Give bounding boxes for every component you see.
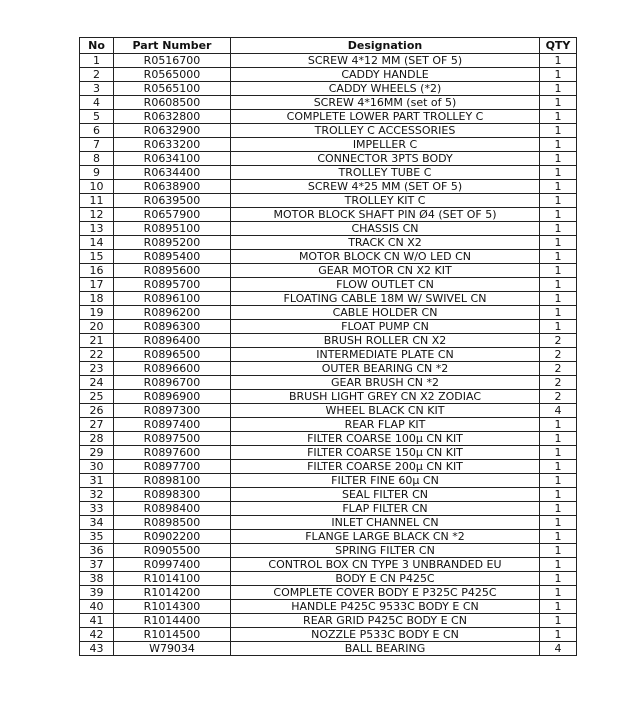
cell-no: 38 <box>80 572 114 586</box>
cell-no: 21 <box>80 334 114 348</box>
cell-part-number: R0895600 <box>114 264 231 278</box>
cell-part-number: R0565000 <box>114 68 231 82</box>
cell-part-number: R0639500 <box>114 194 231 208</box>
cell-part-number: R0896300 <box>114 320 231 334</box>
cell-part-number: R0897300 <box>114 404 231 418</box>
cell-no: 18 <box>80 292 114 306</box>
cell-part-number: R0905500 <box>114 544 231 558</box>
cell-no: 29 <box>80 446 114 460</box>
cell-part-number: R1014200 <box>114 586 231 600</box>
cell-part-number: R0896400 <box>114 334 231 348</box>
cell-qty: 1 <box>540 54 577 68</box>
cell-designation: BODY E CN P425C <box>231 572 540 586</box>
cell-designation: TRACK CN X2 <box>231 236 540 250</box>
cell-no: 40 <box>80 600 114 614</box>
table-row <box>80 278 577 292</box>
cell-designation: FLOW OUTLET CN <box>231 278 540 292</box>
cell-no: 43 <box>80 642 114 656</box>
table-row <box>80 530 577 544</box>
table-row <box>80 152 577 166</box>
cell-qty: 2 <box>540 376 577 390</box>
cell-designation: BRUSH ROLLER CN X2 <box>231 334 540 348</box>
cell-designation: FILTER FINE 60µ CN <box>231 474 540 488</box>
cell-designation: CONTROL BOX CN TYPE 3 UNBRANDED EU <box>231 558 540 572</box>
cell-no: 24 <box>80 376 114 390</box>
table-row <box>80 432 577 446</box>
cell-part-number: R0898300 <box>114 488 231 502</box>
cell-no: 39 <box>80 586 114 600</box>
cell-no: 20 <box>80 320 114 334</box>
cell-qty: 1 <box>540 474 577 488</box>
parts-table-header <box>80 38 577 54</box>
cell-part-number: R0997400 <box>114 558 231 572</box>
cell-qty: 1 <box>540 586 577 600</box>
table-row <box>80 208 577 222</box>
cell-designation: REAR GRID P425C BODY E CN <box>231 614 540 628</box>
cell-qty: 1 <box>540 460 577 474</box>
table-row <box>80 488 577 502</box>
cell-no: 5 <box>80 110 114 124</box>
cell-qty: 1 <box>540 110 577 124</box>
cell-qty: 1 <box>540 278 577 292</box>
cell-no: 9 <box>80 166 114 180</box>
table-row <box>80 236 577 250</box>
cell-designation: CHASSIS CN <box>231 222 540 236</box>
cell-no: 8 <box>80 152 114 166</box>
cell-no: 10 <box>80 180 114 194</box>
cell-part-number: R0902200 <box>114 530 231 544</box>
cell-no: 42 <box>80 628 114 642</box>
cell-qty: 2 <box>540 348 577 362</box>
cell-part-number: R0632800 <box>114 110 231 124</box>
cell-designation: SPRING FILTER CN <box>231 544 540 558</box>
table-row <box>80 82 577 96</box>
cell-qty: 1 <box>540 600 577 614</box>
cell-qty: 1 <box>540 82 577 96</box>
cell-no: 16 <box>80 264 114 278</box>
table-row <box>80 292 577 306</box>
table-row <box>80 138 577 152</box>
table-row <box>80 110 577 124</box>
cell-qty: 2 <box>540 362 577 376</box>
cell-part-number: R0895100 <box>114 222 231 236</box>
cell-qty: 1 <box>540 264 577 278</box>
table-row <box>80 222 577 236</box>
cell-no: 25 <box>80 390 114 404</box>
cell-no: 7 <box>80 138 114 152</box>
cell-designation: GEAR BRUSH CN *2 <box>231 376 540 390</box>
cell-part-number: R0897600 <box>114 446 231 460</box>
cell-designation: FILTER COARSE 200µ CN KIT <box>231 460 540 474</box>
cell-designation: SCREW 4*25 MM (SET OF 5) <box>231 180 540 194</box>
cell-designation: CONNECTOR 3PTS BODY <box>231 152 540 166</box>
table-row <box>80 502 577 516</box>
cell-qty: 1 <box>540 68 577 82</box>
cell-part-number: R1014100 <box>114 572 231 586</box>
cell-qty: 1 <box>540 446 577 460</box>
cell-qty: 4 <box>540 642 577 656</box>
cell-no: 19 <box>80 306 114 320</box>
cell-designation: COMPLETE LOWER PART TROLLEY C <box>231 110 540 124</box>
cell-part-number: R0895700 <box>114 278 231 292</box>
cell-qty: 1 <box>540 418 577 432</box>
table-row <box>80 474 577 488</box>
cell-no: 36 <box>80 544 114 558</box>
table-row <box>80 614 577 628</box>
cell-no: 37 <box>80 558 114 572</box>
cell-designation: FLANGE LARGE BLACK CN *2 <box>231 530 540 544</box>
cell-no: 1 <box>80 54 114 68</box>
table-row <box>80 516 577 530</box>
table-row <box>80 628 577 642</box>
cell-qty: 1 <box>540 166 577 180</box>
cell-designation: FILTER COARSE 150µ CN KIT <box>231 446 540 460</box>
cell-designation: FLOAT PUMP CN <box>231 320 540 334</box>
cell-no: 15 <box>80 250 114 264</box>
cell-qty: 1 <box>540 572 577 586</box>
cell-designation: MOTOR BLOCK SHAFT PIN Ø4 (SET OF 5) <box>231 208 540 222</box>
cell-no: 6 <box>80 124 114 138</box>
cell-part-number: R0516700 <box>114 54 231 68</box>
cell-no: 12 <box>80 208 114 222</box>
cell-no: 2 <box>80 68 114 82</box>
table-row <box>80 544 577 558</box>
cell-designation: OUTER BEARING CN *2 <box>231 362 540 376</box>
cell-part-number: R1014300 <box>114 600 231 614</box>
parts-table <box>79 37 577 656</box>
table-row <box>80 250 577 264</box>
cell-part-number: R0896900 <box>114 390 231 404</box>
cell-qty: 1 <box>540 96 577 110</box>
cell-part-number: R0896200 <box>114 306 231 320</box>
cell-part-number: R0896100 <box>114 292 231 306</box>
cell-part-number: R0633200 <box>114 138 231 152</box>
cell-no: 34 <box>80 516 114 530</box>
cell-designation: HANDLE P425C 9533C BODY E CN <box>231 600 540 614</box>
cell-designation: REAR FLAP KIT <box>231 418 540 432</box>
cell-no: 14 <box>80 236 114 250</box>
cell-qty: 1 <box>540 180 577 194</box>
cell-part-number: R0898100 <box>114 474 231 488</box>
cell-no: 30 <box>80 460 114 474</box>
cell-qty: 1 <box>540 530 577 544</box>
cell-designation: COMPLETE COVER BODY E P325C P425C <box>231 586 540 600</box>
table-row <box>80 306 577 320</box>
cell-designation: CADDY HANDLE <box>231 68 540 82</box>
cell-part-number: R0896700 <box>114 376 231 390</box>
cell-no: 13 <box>80 222 114 236</box>
cell-part-number: R1014500 <box>114 628 231 642</box>
cell-qty: 1 <box>540 432 577 446</box>
cell-qty: 4 <box>540 404 577 418</box>
cell-part-number: R0896500 <box>114 348 231 362</box>
cell-designation: SCREW 4*16MM (set of 5) <box>231 96 540 110</box>
table-row <box>80 586 577 600</box>
table-row <box>80 96 577 110</box>
cell-no: 3 <box>80 82 114 96</box>
cell-qty: 1 <box>540 194 577 208</box>
cell-part-number: R0638900 <box>114 180 231 194</box>
cell-no: 23 <box>80 362 114 376</box>
cell-qty: 1 <box>540 558 577 572</box>
cell-designation: MOTOR BLOCK CN W/O LED CN <box>231 250 540 264</box>
cell-qty: 1 <box>540 502 577 516</box>
cell-qty: 1 <box>540 320 577 334</box>
cell-part-number: R0896600 <box>114 362 231 376</box>
cell-no: 32 <box>80 488 114 502</box>
cell-qty: 1 <box>540 138 577 152</box>
cell-no: 4 <box>80 96 114 110</box>
cell-qty: 1 <box>540 516 577 530</box>
cell-designation: TROLLEY KIT C <box>231 194 540 208</box>
table-row <box>80 334 577 348</box>
cell-qty: 1 <box>540 306 577 320</box>
cell-no: 33 <box>80 502 114 516</box>
cell-qty: 1 <box>540 152 577 166</box>
parts-table-body <box>80 54 577 656</box>
cell-qty: 1 <box>540 250 577 264</box>
cell-part-number: R0657900 <box>114 208 231 222</box>
cell-no: 27 <box>80 418 114 432</box>
cell-no: 35 <box>80 530 114 544</box>
table-row <box>80 460 577 474</box>
cell-qty: 1 <box>540 488 577 502</box>
table-row <box>80 320 577 334</box>
table-row <box>80 194 577 208</box>
cell-qty: 1 <box>540 614 577 628</box>
header-row <box>80 38 577 54</box>
table-row <box>80 264 577 278</box>
header-qty: QTY <box>540 38 577 54</box>
table-row <box>80 362 577 376</box>
cell-qty: 1 <box>540 124 577 138</box>
table-row <box>80 600 577 614</box>
table-row <box>80 124 577 138</box>
header-no: No <box>80 38 114 54</box>
cell-designation: WHEEL BLACK CN KIT <box>231 404 540 418</box>
cell-part-number: R0897700 <box>114 460 231 474</box>
header-designation: Designation <box>231 38 540 54</box>
cell-part-number: R0565100 <box>114 82 231 96</box>
cell-part-number: R0634400 <box>114 166 231 180</box>
cell-part-number: R1014400 <box>114 614 231 628</box>
cell-designation: FLOATING CABLE 18M W/ SWIVEL CN <box>231 292 540 306</box>
cell-qty: 1 <box>540 236 577 250</box>
cell-no: 26 <box>80 404 114 418</box>
cell-qty: 1 <box>540 544 577 558</box>
header-part-number: Part Number <box>114 38 231 54</box>
cell-part-number: W79034 <box>114 642 231 656</box>
cell-no: 11 <box>80 194 114 208</box>
cell-designation: INLET CHANNEL CN <box>231 516 540 530</box>
cell-no: 22 <box>80 348 114 362</box>
cell-qty: 2 <box>540 334 577 348</box>
cell-designation: FILTER COARSE 100µ CN KIT <box>231 432 540 446</box>
cell-designation: INTERMEDIATE PLATE CN <box>231 348 540 362</box>
table-row <box>80 54 577 68</box>
cell-part-number: R0632900 <box>114 124 231 138</box>
cell-qty: 1 <box>540 222 577 236</box>
cell-designation: FLAP FILTER CN <box>231 502 540 516</box>
cell-qty: 1 <box>540 628 577 642</box>
cell-part-number: R0897400 <box>114 418 231 432</box>
cell-no: 28 <box>80 432 114 446</box>
cell-designation: SCREW 4*12 MM (SET OF 5) <box>231 54 540 68</box>
cell-designation: BALL BEARING <box>231 642 540 656</box>
table-row <box>80 348 577 362</box>
cell-part-number: R0897500 <box>114 432 231 446</box>
table-row <box>80 68 577 82</box>
table-row <box>80 390 577 404</box>
table-row <box>80 418 577 432</box>
cell-part-number: R0634100 <box>114 152 231 166</box>
cell-no: 31 <box>80 474 114 488</box>
table-row <box>80 558 577 572</box>
table-row <box>80 180 577 194</box>
cell-part-number: R0895200 <box>114 236 231 250</box>
cell-qty: 1 <box>540 208 577 222</box>
cell-designation: SEAL FILTER CN <box>231 488 540 502</box>
cell-designation: GEAR MOTOR CN X2 KIT <box>231 264 540 278</box>
cell-designation: TROLLEY TUBE C <box>231 166 540 180</box>
table-row <box>80 376 577 390</box>
cell-designation: CABLE HOLDER CN <box>231 306 540 320</box>
cell-no: 17 <box>80 278 114 292</box>
table-row <box>80 446 577 460</box>
cell-part-number: R0608500 <box>114 96 231 110</box>
table-row <box>80 642 577 656</box>
table-row <box>80 166 577 180</box>
cell-part-number: R0898500 <box>114 516 231 530</box>
table-row <box>80 404 577 418</box>
cell-no: 41 <box>80 614 114 628</box>
cell-designation: NOZZLE P533C BODY E CN <box>231 628 540 642</box>
cell-designation: CADDY WHEELS (*2) <box>231 82 540 96</box>
cell-qty: 2 <box>540 390 577 404</box>
table-row <box>80 572 577 586</box>
cell-designation: TROLLEY C ACCESSORIES <box>231 124 540 138</box>
cell-designation: IMPELLER C <box>231 138 540 152</box>
cell-part-number: R0898400 <box>114 502 231 516</box>
cell-designation: BRUSH LIGHT GREY CN X2 ZODIAC <box>231 390 540 404</box>
cell-qty: 1 <box>540 292 577 306</box>
cell-part-number: R0895400 <box>114 250 231 264</box>
